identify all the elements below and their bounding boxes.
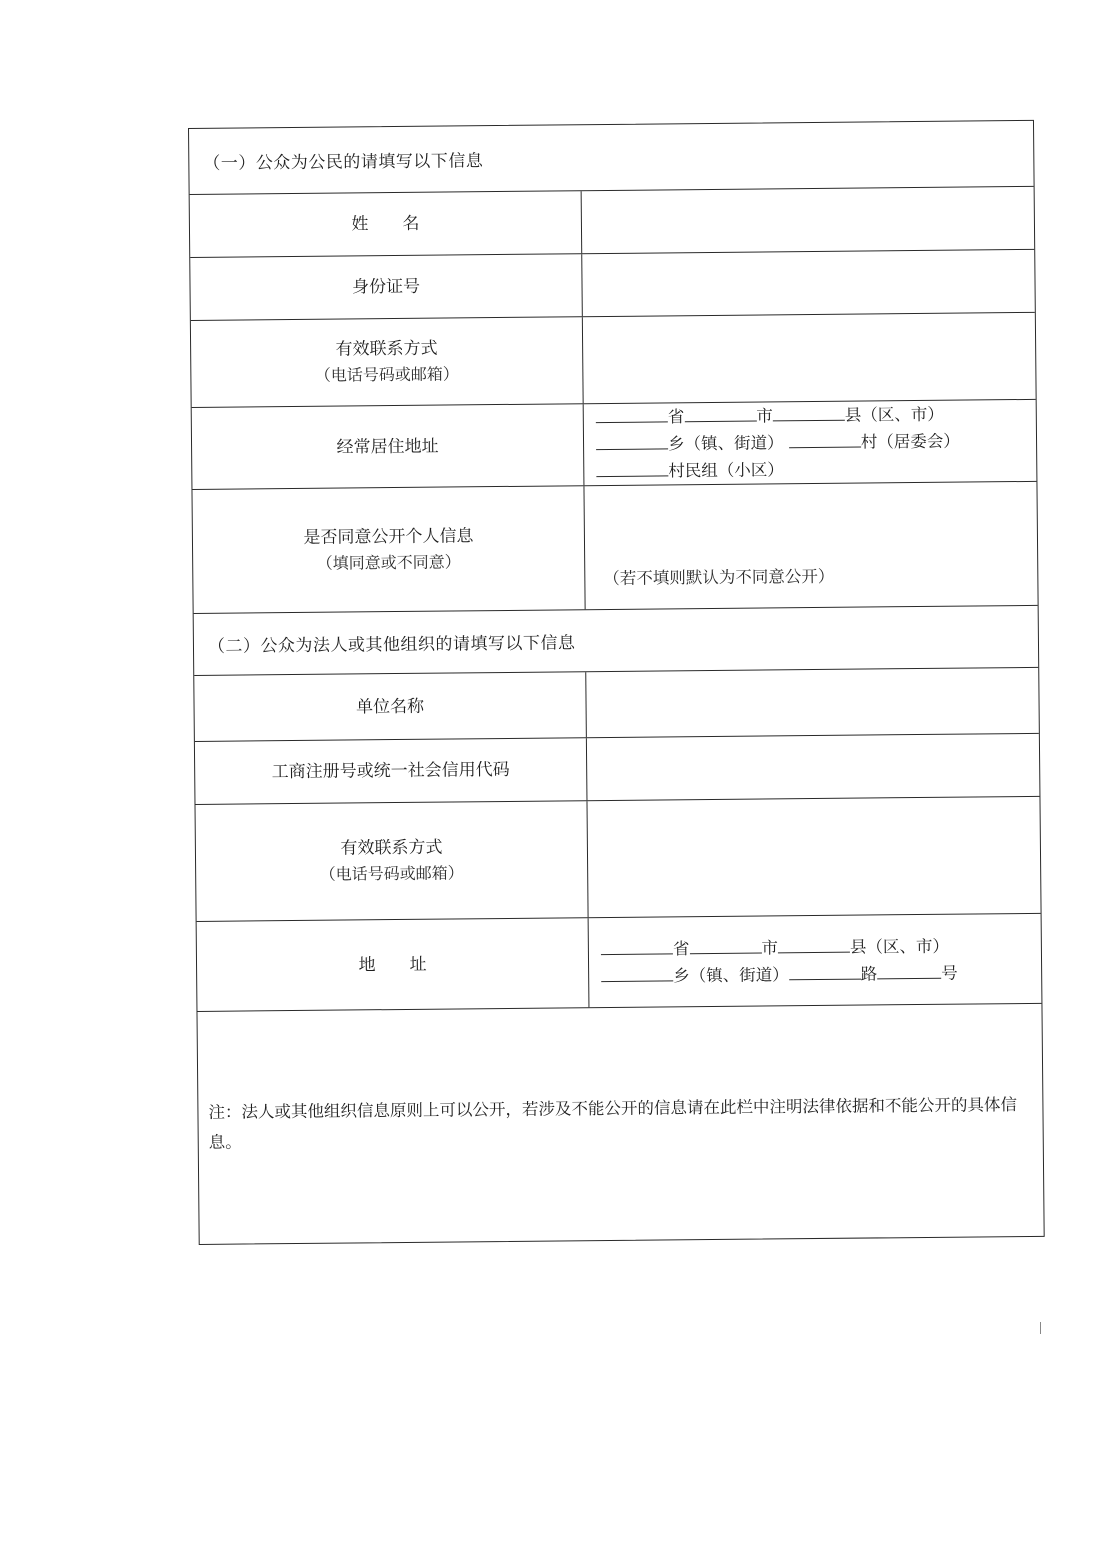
org-contact-label-cell xyxy=(195,801,588,921)
org-contact-label: 有效联系方式 xyxy=(340,837,443,859)
org-note-field[interactable] xyxy=(197,1004,1043,1244)
id-number-field[interactable] xyxy=(582,250,1035,316)
org-disclosure-note: 注：法人或其他组织信息原则上可以公开，若涉及不能公开的信息请在此栏中注明法律依据和不能公开的具体信息。 xyxy=(208,1095,1018,1152)
villager-group-blank[interactable] xyxy=(596,457,668,477)
org-name-label-cell xyxy=(194,672,587,741)
number-suffix: 号 xyxy=(941,963,958,983)
village-blank[interactable] xyxy=(789,429,861,449)
reg-code-field[interactable] xyxy=(587,734,1040,800)
row-id-number xyxy=(190,250,1035,321)
org-name-label: 单位名称 xyxy=(355,696,425,717)
residence-label-cell xyxy=(192,404,585,489)
org-county-blank[interactable] xyxy=(778,933,850,953)
row-name xyxy=(190,187,1035,258)
reg-code-label: 工商注册号或统一社会信用代码 xyxy=(271,759,510,783)
id-number-label-cell xyxy=(190,254,583,320)
id-number-label: 身份证号 xyxy=(351,276,421,298)
row-org-name xyxy=(194,668,1039,742)
citizen-contact-label-cell xyxy=(191,317,584,407)
section1-title: （一）公众为公民的请填写以下信息 xyxy=(203,151,484,174)
citizen-contact-label: 有效联系方式 xyxy=(335,338,438,360)
name-field[interactable] xyxy=(582,187,1035,253)
province-blank[interactable] xyxy=(596,403,668,423)
section1-header xyxy=(189,121,1034,195)
residence-line-2 xyxy=(596,427,1036,458)
residence-line-1 xyxy=(596,400,1036,431)
org-county-suffix: 县（区、市） xyxy=(849,936,949,957)
citizen-contact-field[interactable] xyxy=(583,313,1036,403)
city-blank[interactable] xyxy=(684,403,756,423)
org-township-suffix: 乡（镇、街道） xyxy=(673,964,789,985)
row-org-address xyxy=(197,914,1042,1012)
consent-sublabel: （填同意或不同意） xyxy=(316,551,461,573)
row-residence xyxy=(192,400,1037,490)
org-contact-sublabel: （电话号码或邮箱） xyxy=(319,863,464,884)
row-consent xyxy=(192,482,1037,614)
residence-field[interactable] xyxy=(584,400,1037,485)
row-reg-code xyxy=(195,734,1040,805)
org-city-blank[interactable] xyxy=(689,934,761,954)
consent-label: 是否同意公开个人信息 xyxy=(303,525,474,548)
org-address-field[interactable] xyxy=(589,914,1042,1007)
number-blank[interactable] xyxy=(877,959,941,979)
township-suffix: 乡（镇、街道） xyxy=(667,433,784,454)
consent-label-cell xyxy=(192,486,585,613)
village-suffix: 村（居委会） xyxy=(860,431,960,452)
scan-mark xyxy=(1040,1322,1041,1334)
reg-code-label-cell xyxy=(195,738,588,804)
villager-group-suffix: 村民组（小区） xyxy=(668,460,784,481)
name-label: 姓 名 xyxy=(351,213,420,235)
residence-label: 经常居住地址 xyxy=(336,436,439,458)
row-org-contact xyxy=(195,797,1040,922)
org-contact-field[interactable] xyxy=(587,797,1040,917)
township-blank[interactable] xyxy=(596,430,668,450)
org-address-line-1 xyxy=(601,931,1041,962)
org-address-line-2 xyxy=(601,958,1041,989)
residence-line-3 xyxy=(596,454,1036,485)
consent-field[interactable] xyxy=(584,482,1037,609)
section2-title: （二）公众为法人或其他组织的请填写以下信息 xyxy=(207,633,576,657)
section2-header xyxy=(194,606,1039,676)
disclosure-applicant-form xyxy=(188,120,1045,1245)
org-address-label: 地 址 xyxy=(358,954,427,975)
org-province-blank[interactable] xyxy=(601,935,673,955)
consent-default-hint: （若不填则默认为不同意公开） xyxy=(603,566,835,589)
org-township-blank[interactable] xyxy=(601,962,673,982)
road-suffix: 路 xyxy=(860,963,878,984)
city-suffix: 市 xyxy=(756,406,773,426)
name-label-cell xyxy=(190,191,583,257)
county-blank[interactable] xyxy=(773,402,845,422)
county-suffix: 县（区、市） xyxy=(844,404,944,425)
citizen-contact-sublabel: （电话号码或邮箱） xyxy=(314,364,459,385)
org-address-label-cell xyxy=(197,918,590,1011)
row-citizen-contact xyxy=(191,313,1036,408)
road-blank[interactable] xyxy=(789,960,861,980)
org-name-field[interactable] xyxy=(586,668,1039,737)
org-city-suffix: 市 xyxy=(761,937,778,958)
org-province-suffix: 省 xyxy=(672,938,690,958)
province-suffix: 省 xyxy=(667,407,685,427)
